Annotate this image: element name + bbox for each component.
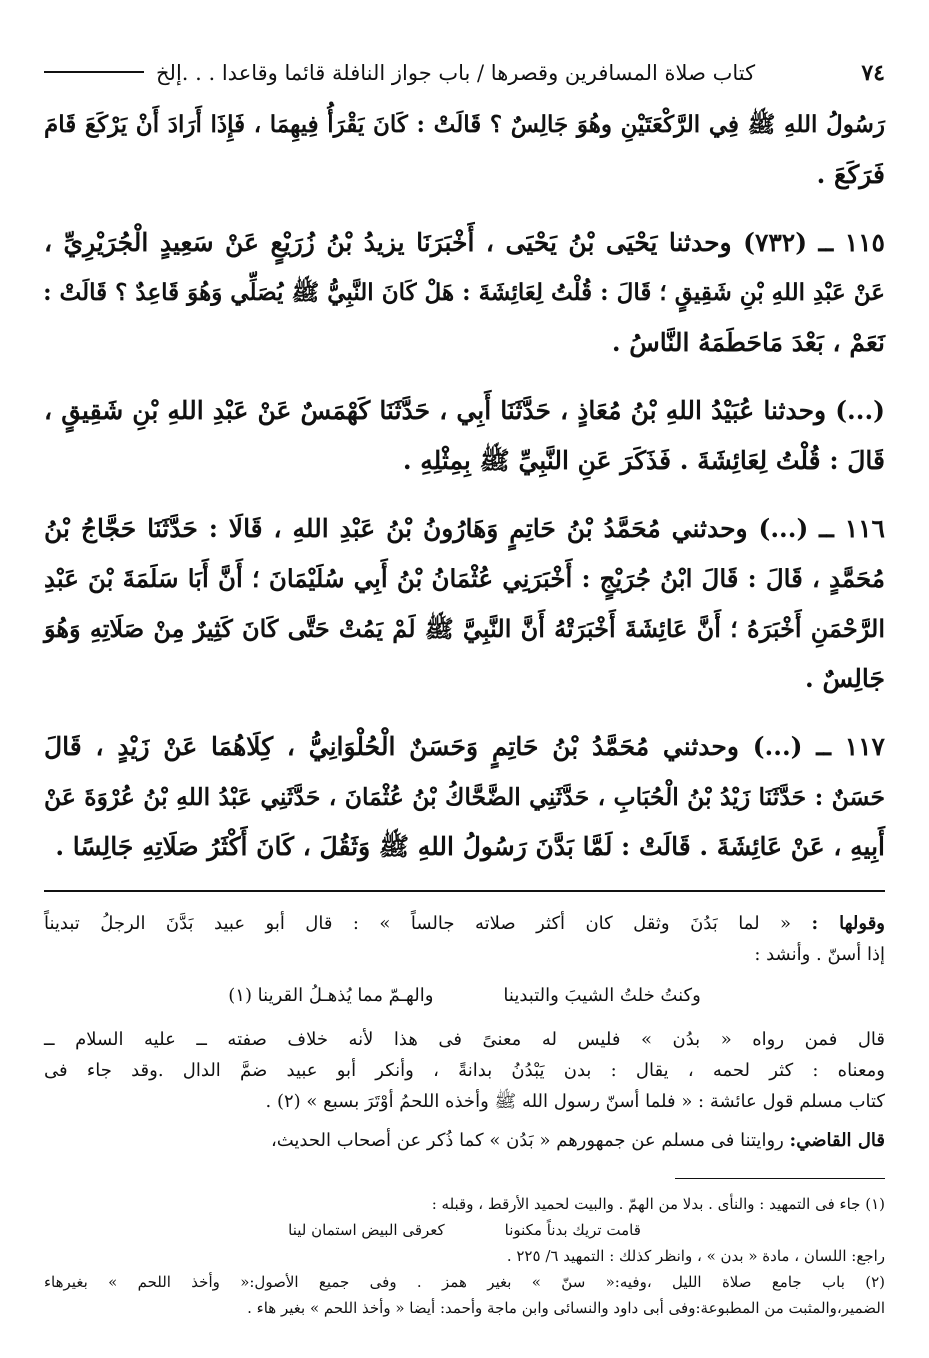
running-title: كتاب صلاة المسافرين وقصرها / باب جواز النافلة قائما وقاعدا . . .إلخ	[156, 61, 756, 85]
hadith-text	[44, 100, 885, 872]
text-line: الرَّحْمَنِ أَخْبَرَهُ ؛ أَنَّ عَائِشَةَ أَخْبَرَتْهُ أَنَّ النَّبِيَّ ﷺ لَمْ يَمُتْ حَتَّى كَانَ كَثِيرٌ مِنْ صَلَاتِهِ وَهُوَ	[44, 614, 885, 643]
commentary-text: روايتنا فى مسلم عن جمهورهم « بَدُن » كما ذُكر عن أصحاب الحديث،	[270, 1130, 790, 1151]
text-line: حَسَنٌ : حَدَّثَنَا زَيْدُ بْنُ الْحُبَابِ ، حَدَّثَنِي الضَّحَّاكُ بْنُ عُثْمَانَ ، حَدَّثَنِي عَبْدُ اللهِ بْنُ عُرْوَةَ عَنْ	[44, 783, 885, 811]
footnote-line: راجع: اللسان ، مادة « بدن » ، وانظر كذلك : التمهيد ٦/ ٢٢٥ .	[506, 1247, 885, 1265]
paragraph-hadith-115	[44, 218, 885, 368]
verse-second-hemistich: والهـمّ مما يُذهـلُ القرينا (١)	[228, 985, 434, 1006]
text-line: (...) وحدثنا عُبَيْدُ اللهِ بْنُ مُعَاذٍ ، حَدَّثَنَا أَبِي ، حَدَّثَنَا كَهْمَسٌ عَنْ عَبْدِ اللهِ بْنِ شَقِيقٍ ،	[44, 396, 885, 425]
commentary	[44, 908, 885, 1156]
commentary-paragraph	[44, 908, 885, 970]
text-line: رَسُولُ اللهِ ﷺ فِي الرَّكْعَتَيْنِ وهُوَ جَالِسٌ ؟ قَالَتْ : كَانَ يَقْرَأُ فِيهِمَا ، فَإِذَا أَرَادَ أَنْ يَرْكَعَ قَامَ	[44, 111, 885, 138]
footnote-line: الضمير،والمثبت من المطبوعة:وفى أبى داود والنسائى وابن ماجة وأحمد: أيضا « وأخذ اللحم » بغير هاء .	[247, 1299, 885, 1317]
text-line: عَنْ عَبْدِ اللهِ بْنِ شَقِيقٍ ؛ قَالَ : قُلْتُ لِعَائِشَةَ : هَلْ كَانَ النَّبِيُّ ﷺ يُصَلِّي وَهُوَ قَاعِدٌ ؟ قَالَتْ :	[43, 279, 885, 306]
commentary-lead: قال القاضي:	[789, 1130, 885, 1151]
title-dash	[44, 71, 144, 73]
poetry-verse	[44, 978, 885, 1014]
page-header	[44, 58, 885, 92]
commentary-line: ومعناه : كثر لحمه ، يقال : بدن يَبْدُنُ بدانةً ، وأنكر أبو عبيد ضمَّ الدال .وقد جاء فى	[44, 1060, 885, 1081]
text-line: ١١٧ ــ (...) وحدثني مُحَمَّدُ بْنُ حَاتِمٍ وَحَسَنٌ الْحُلْوَانِيُّ ، كِلَاهُمَا عَنْ زَيْدٍ ، قَالَ	[44, 732, 885, 761]
footnote-line: (٢) باب جامع صلاة الليل ،وفيه:« سنّ » بغير همز . وفى جميع الأصول:« وأخذ اللحم » بغيرهاء	[44, 1273, 885, 1291]
commentary-paragraph	[44, 1024, 885, 1117]
text-line: فَرَكَعَ .	[816, 160, 885, 189]
commentary-paragraph	[44, 1125, 885, 1156]
paragraph-hadith-116	[44, 504, 885, 704]
footnotes	[44, 1191, 885, 1321]
footnote-line: (١) جاء فى التمهيد : والنأى . بدلا من الهمّ . والبيت لحميد الأرقط ، وقبله :	[431, 1195, 885, 1213]
text-line: ١١٦ ــ (...) وحدثني مُحَمَّدُ بْنُ حَاتِمٍ وَهَارُونُ بْنُ عَبْدِ اللهِ ، قَالَا : حَدَّثَنَا حَجَّاجُ بْنُ	[44, 514, 885, 543]
footnote-divider	[675, 1178, 885, 1179]
text-line: نَعَمْ ، بَعْدَ مَاحَطَمَهُ النَّاسُ .	[611, 328, 885, 357]
commentary-text: « لما بَدُنَ وثقل كان أكثر صلاته جالساً » : قال أبو عبيد بَدَّنَ الرجلُ تبديناً	[44, 913, 812, 934]
running-title-group	[44, 58, 755, 88]
commentary-line: قال فمن رواه « بدُن » فليس له معنىً فى هذا لأنه خلاف صفته ــ عليه السلام ــ	[44, 1029, 885, 1050]
paragraph-hadith-115-b	[44, 386, 885, 486]
footnote-verse-second: كعرقى البيض استمان لينا	[288, 1221, 445, 1239]
footnote-verse	[44, 1217, 885, 1243]
paragraph-hadith-117	[44, 722, 885, 872]
commentary-line: إذا أسنّ . وأنشد :	[754, 944, 885, 965]
commentary-divider	[44, 890, 885, 892]
commentary-line: كتاب مسلم قول عائشة : « فلما أسنّ رسول الله ﷺ وأخذه اللحمُ أوْتَرَ بسبع » (٢) .	[265, 1091, 885, 1112]
text-line: قَالَ : قُلْتُ لِعَائِشَةَ . فَذَكَرَ عَنِ النَّبِيِّ ﷺ بِمِثْلِهِ .	[402, 446, 885, 475]
commentary-line	[44, 1125, 885, 1156]
verse-first-hemistich: وكنتُ خلتُ الشيبَ والتبدينا	[503, 985, 701, 1006]
page-number: ٧٤	[861, 60, 885, 86]
text-line: مُحَمَّدٍ ، قَالَ : قَالَ ابْنُ جُرَيْجٍ : أَخْبَرَنِي عُثْمَانُ بْنُ أَبِي سُلَيْمَانَ ؛ أَنَّ أَبَا سَلَمَةَ بْنَ عَبْدِ	[44, 564, 885, 593]
text-line: ١١٥ ــ (٧٣٢) وحدثنا يَحْيَى بْنُ يَحْيَى ، أَخْبَرَنَا يزيدُ بْنُ زُرَيْعٍ عَنْ سَعِيدٍ الْجُرَيْرِيِّ ،	[44, 228, 885, 257]
commentary-line	[44, 908, 885, 939]
commentary-lead: وقولها :	[811, 913, 885, 934]
footnote-verse-first: قامت تريك بدناً مكنونا	[504, 1221, 641, 1239]
text-line: أَبِيهِ ، عَنْ عَائِشَةَ . قَالَتْ : لَمَّا بَدَّنَ رَسُولُ اللهِ ﷺ وَثَقُلَ ، كَانَ أَكْثَرُ صَلَاتِهِ جَالِسًا .	[55, 832, 885, 861]
text-line: جَالِسٌ .	[805, 664, 885, 693]
paragraph-continuation	[44, 100, 885, 200]
